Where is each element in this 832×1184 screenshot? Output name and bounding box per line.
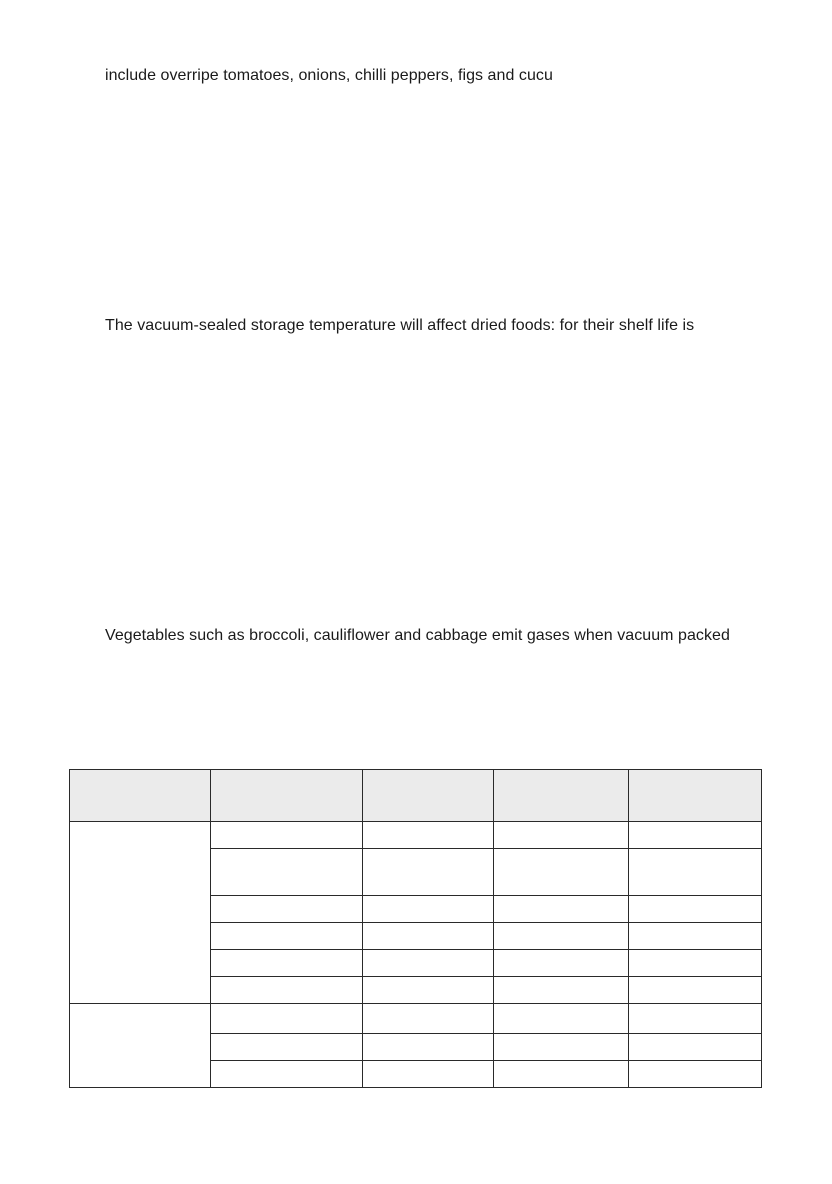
table-cell <box>629 1034 762 1061</box>
group-label-cell <box>70 822 211 1004</box>
table-row <box>70 1004 762 1034</box>
table-cell <box>494 923 629 950</box>
table-cell <box>629 950 762 977</box>
paragraph-line-2: The vacuum-sealed storage temperature will affect dried foods: for their shelf life is <box>105 317 695 334</box>
header-cell <box>629 770 762 822</box>
header-cell <box>494 770 629 822</box>
table-cell <box>363 849 494 896</box>
table-cell <box>494 896 629 923</box>
paragraph-line-1: include overripe tomatoes, onions, chilli peppers, figs and cucu <box>105 67 553 84</box>
table-cell <box>363 977 494 1004</box>
table-cell <box>211 822 363 849</box>
storage-table <box>69 769 762 1088</box>
table-cell <box>494 1034 629 1061</box>
table-cell <box>211 1061 363 1088</box>
table-cell <box>211 977 363 1004</box>
header-cell <box>211 770 363 822</box>
table-cell <box>629 1061 762 1088</box>
table-cell <box>494 950 629 977</box>
table-cell <box>211 849 363 896</box>
table-cell <box>494 977 629 1004</box>
table-cell <box>363 1061 494 1088</box>
header-cell <box>363 770 494 822</box>
table-cell <box>494 1061 629 1088</box>
paragraph-line-3: Vegetables such as broccoli, cauliflower and cabbage emit gases when vacuum packed <box>105 627 730 644</box>
table-row <box>70 822 762 849</box>
table-cell <box>629 1004 762 1034</box>
table-cell <box>211 1034 363 1061</box>
table-header-row <box>70 770 762 822</box>
table-cell <box>363 896 494 923</box>
table-cell <box>211 923 363 950</box>
table-cell <box>211 950 363 977</box>
table-cell <box>629 923 762 950</box>
table-cell <box>629 849 762 896</box>
table-cell <box>629 822 762 849</box>
table-cell <box>494 1004 629 1034</box>
table-cell <box>211 1004 363 1034</box>
group-label-cell <box>70 1004 211 1088</box>
table-cell <box>363 950 494 977</box>
table-cell <box>363 822 494 849</box>
table-cell <box>494 822 629 849</box>
table-cell <box>629 977 762 1004</box>
table-cell <box>211 896 363 923</box>
table-cell <box>363 1034 494 1061</box>
table-cell <box>363 1004 494 1034</box>
table-cell <box>363 923 494 950</box>
table-cell <box>494 849 629 896</box>
header-cell <box>70 770 211 822</box>
table-cell <box>629 896 762 923</box>
